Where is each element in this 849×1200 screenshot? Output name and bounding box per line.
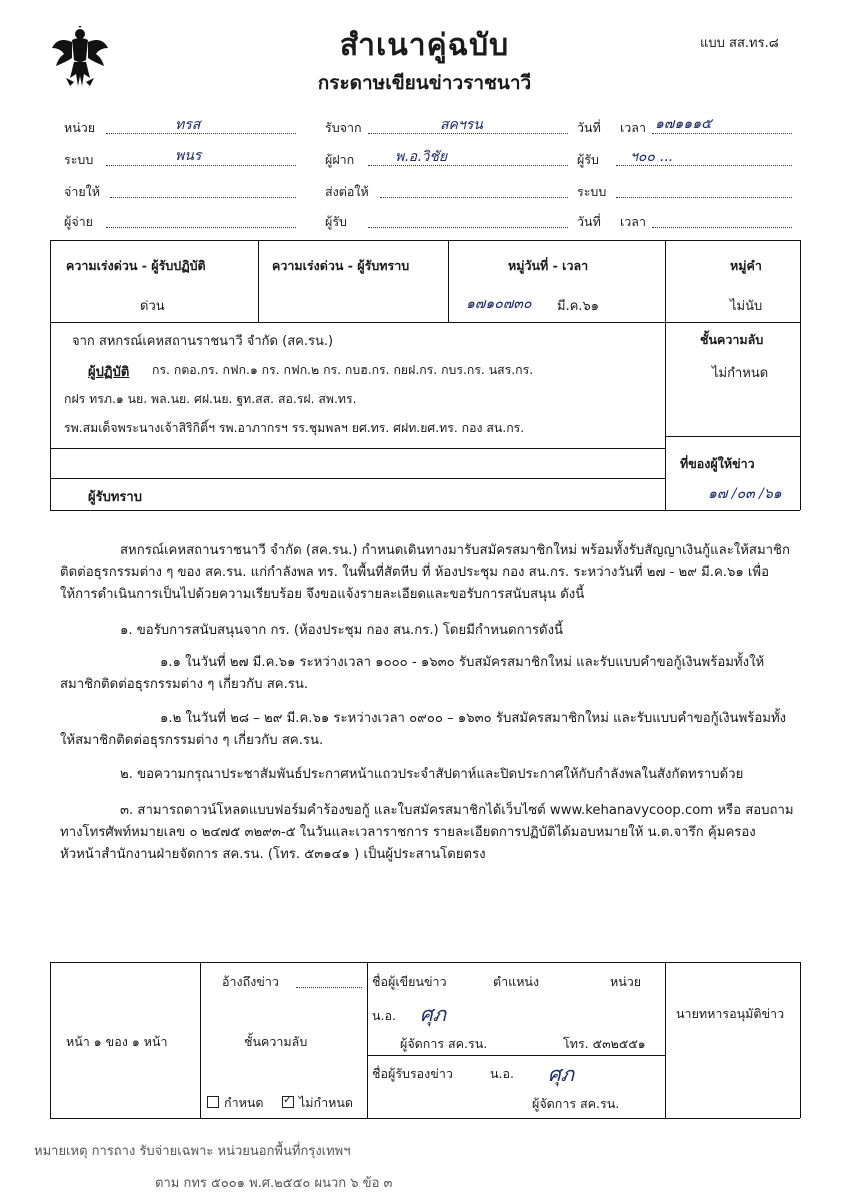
sender-value: พ.อ.วิชัย bbox=[395, 149, 448, 165]
forward-label: ส่งต่อให้ bbox=[325, 184, 369, 199]
from-label: รับจาก bbox=[325, 120, 362, 135]
payer-label: ผู้จ่าย bbox=[64, 214, 93, 229]
certifier-label: ชื่อผู้รับรองข่าว bbox=[372, 1066, 453, 1081]
action-line-2: กฝร ทรภ.๑ นย. พล.นย. ศฝ.นย. ฐท.สส. สอ.รฝ. สพ.ทร. bbox=[64, 392, 357, 406]
writer-position-label: ตำแหน่ง bbox=[493, 974, 540, 989]
body-paragraph-1: สหกรณ์เคหสถานราชนาวี จำกัด (สค.รน.) กำหนดเดินทางมารับสมัครสมาชิกใหม่ พร้อมทั้งรับสัญญาเงินกู้และให้สมาชิกติดต่อธุรกรรมต่าง ๆ ของ สค.รน. แก่กำลังพล ทร. ในพื้นที่สัตหีบ ที่ ห้องประชุม กอง สน.กร. ระหว่างวันที่ ๒๗ - ๒๙ มี.ค.๖๑ เพื่อให้การดำเนินการเป็นไปด้วยความเรียบร้อย จึงขอแจ้งรายละเอียดและขอรับการสนับสนุน ดังนี้ bbox=[60, 543, 790, 602]
certifier-signature: ศุภ bbox=[548, 1062, 574, 1086]
words-value: ไม่นับ bbox=[730, 299, 763, 314]
footer-note-2: ตาม กทร ๕๐๐๑ พ.ศ.๒๕๕๐ ผนวก ๖ ข้อ ๓ bbox=[155, 1176, 393, 1191]
header-urgency-action: ความเร่งด่วน - ผู้รับปฏิบัติ bbox=[66, 258, 206, 273]
action-label: ผู้ปฏิบัติ bbox=[88, 365, 130, 380]
system-label: ระบบ bbox=[64, 152, 94, 167]
footer-secrecy-label: ชั้นความลับ bbox=[244, 1034, 308, 1049]
secrecy-set-checkbox[interactable] bbox=[207, 1096, 219, 1108]
header-sender-no: ที่ของผู้ให้ข่าว bbox=[680, 456, 755, 471]
body-paragraph-2: ๑. ขอรับการสนับสนุนจาก กร. (ห้องประชุม กอง สน.กร.) โดยมีกำหนดการดังนี้ bbox=[120, 623, 564, 638]
writer-position: ผู้จัดการ สค.รน. bbox=[400, 1036, 488, 1051]
date2-label: วันที่ bbox=[577, 214, 601, 229]
payto-label: จ่ายให้ bbox=[64, 184, 101, 199]
date-value: ๑๗๑๑๑๕ bbox=[655, 116, 712, 132]
sender-label: ผู้ฝาก bbox=[325, 152, 355, 167]
document-subtitle: กระดาษเขียนข่าวราชนาวี bbox=[317, 72, 532, 94]
from-value: สคฯรน bbox=[440, 117, 483, 133]
receiver-value: ฯ๐๐ ... bbox=[630, 149, 673, 165]
sender-no-value: ๑๗ /๐๓ /๖๑ bbox=[708, 486, 782, 502]
footer-note-1: หมายเหตุ การถาง รับจ่ายเฉพาะ หน่วยนอกพื้นที่กรุงเทพฯ bbox=[34, 1144, 351, 1159]
info-label: ผู้รับทราบ bbox=[88, 490, 142, 505]
header-datetime: หมู่วันที่ - เวลา bbox=[508, 258, 589, 273]
receiver2-label: ผู้รับ bbox=[325, 214, 347, 229]
body-paragraph-5: ๒. ขอความกรุณาประชาสัมพันธ์ประกาศหน้าแถวประจำสัปดาห์และปิดประกาศให้กับกำลังพลในสังกัดทราบด้วย bbox=[120, 767, 744, 782]
approver-label: นายทหารอนุมัติข่าว bbox=[676, 1006, 785, 1021]
body-paragraph-6: ๓. สามารถดาวน์โหลดแบบฟอร์มคำร้องขอกู้ และใบสมัครสมาชิกได้เว็บไซต์ www.kehanavycoop.com หรือ สอบถามทางโทรศัพท์หมายเลข ๐ ๒๔๗๕ ๓๒๙๓-๕ ในวันและเวลาราชการ รายละเอียดการปฏิบัติได้มอบหมายให้ น.ต.จารึก คุ้มครอง หัวหน้าสำนักงานฝ่ายจัดการ สค.รน. (โทร. ๕๓๑๔๑ ) เป็นผู้ประสานโดยตรง bbox=[60, 803, 794, 862]
body-paragraph-3: ๑.๑ ในวันที่ ๒๗ มี.ค.๖๑ ระหว่างเวลา ๑๐๐๐ - ๑๖๓๐ รับสมัครสมาชิกใหม่ และรับแบบคำขอกู้เงินพร้อมทั้งให้สมาชิกติดต่อธุรกรรมต่าง ๆ เกี่ยวกับ สค.รน. bbox=[60, 655, 765, 692]
secrecy-option-set[interactable] bbox=[207, 1093, 264, 1113]
form-code: แบบ สส.ทร.๘ bbox=[700, 36, 779, 51]
body-paragraph-4: ๑.๒ ในวันที่ ๒๘ – ๒๙ มี.ค.๖๑ ระหว่างเวลา ๐๙๐๐ – ๑๖๓๐ รับสมัครสมาชิกใหม่ และรับแบบคำขอกู้เงินพร้อมทั้งให้สมาชิกติดต่อธุรกรรมต่าง ๆ เกี่ยวกับ สค.รน. bbox=[60, 711, 787, 748]
writer-label: ชื่อผู้เขียนข่าว bbox=[372, 974, 447, 989]
writer-rank: น.อ. bbox=[372, 1008, 396, 1023]
action-line-1: กร. กตอ.กร. กฟก.๑ กร. กฟก.๒ กร. กบฮ.กร. กยฝ.กร. กบร.กร. นสร.กร. bbox=[152, 363, 534, 377]
urgency-action-value: ด่วน bbox=[140, 299, 165, 314]
writer-tel: โทร. ๕๓๒๕๕๑ bbox=[563, 1036, 646, 1051]
time2-label: เวลา bbox=[620, 214, 646, 229]
time-label: เวลา bbox=[620, 120, 646, 135]
document-title: สำเนาคู่ฉบับ bbox=[339, 28, 510, 63]
system-value: พนร bbox=[175, 148, 202, 164]
system2-label: ระบบ bbox=[577, 184, 607, 199]
secrecy-unset-checkbox[interactable] bbox=[282, 1096, 294, 1108]
header-secrecy: ชั้นความลับ bbox=[700, 332, 764, 347]
datetime-month: มี.ค.๖๑ bbox=[557, 299, 600, 314]
secrecy-unset-label: ไม่กำหนด bbox=[299, 1095, 354, 1110]
secrecy-set-label: กำหนด bbox=[224, 1095, 264, 1110]
writer-unit-label: หน่วย bbox=[610, 974, 642, 989]
writer-signature: ศุภ bbox=[420, 1002, 446, 1026]
unit-value: ทรส bbox=[175, 117, 201, 133]
secrecy-option-unset[interactable] bbox=[282, 1093, 353, 1113]
date-label: วันที่ bbox=[577, 120, 601, 135]
page-info: หน้า ๑ ของ ๑ หน้า bbox=[66, 1034, 168, 1049]
header-words: หมู่คำ bbox=[730, 258, 762, 273]
receiver-label: ผู้รับ bbox=[577, 152, 599, 167]
from-line: จาก สหกรณ์เคหสถานราชนาวี จำกัด (สค.รน.) bbox=[72, 334, 334, 349]
certifier-rank: น.อ. bbox=[490, 1066, 514, 1081]
certifier-position: ผู้จัดการ สค.รน. bbox=[532, 1096, 620, 1111]
header-urgency-info: ความเร่งด่วน - ผู้รับทราบ bbox=[272, 258, 410, 273]
action-line-3: รพ.สมเด็จพระนางเจ้าสิริกิติ์ฯ รพ.อาภากรฯ รร.ชุมพลฯ ยศ.ทร. ศฝท.ยศ.ทร. กอง สน.กร. bbox=[64, 421, 525, 435]
datetime-value: ๑๗๑๐๗๓๐ bbox=[466, 296, 532, 312]
reference-label: อ้างถึงข่าว bbox=[222, 974, 279, 989]
secrecy-value: ไม่กำหนด bbox=[712, 366, 769, 381]
unit-label: หน่วย bbox=[64, 120, 96, 135]
